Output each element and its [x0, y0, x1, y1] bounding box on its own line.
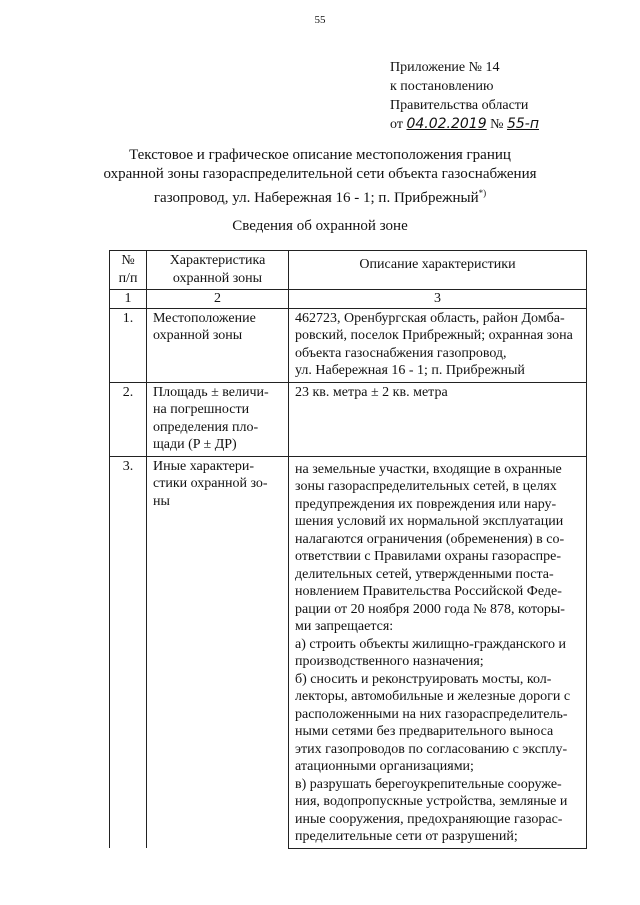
header-characteristic-line-1: Характеристика: [169, 253, 266, 268]
text-line: определения пло-: [153, 419, 259, 435]
text-line: атационными организациями;: [295, 759, 474, 774]
row-characteristic: [147, 456, 289, 848]
text-line: б) сносить и реконструировать мосты, кол-: [295, 671, 552, 687]
index-cell: 2: [147, 290, 289, 309]
text-line: 23 кв. метра ± 2 кв. метра: [295, 384, 448, 400]
appendix-line-3: Правительства области: [390, 98, 529, 113]
document-title: [60, 146, 580, 208]
index-cell: 1: [110, 290, 147, 309]
index-cell: 3: [289, 290, 587, 309]
text-line: этих газопроводов по согласованию с эксплу-: [295, 741, 568, 757]
text-line: расположенными на них газораспределитель-: [295, 706, 568, 722]
text-line: объекта газоснабжения газопровод,: [295, 345, 507, 361]
table-index-row: [110, 290, 587, 309]
text-line: ны: [153, 493, 170, 509]
text-line: в) разрушать берегоукрепительные сооруже-: [295, 776, 562, 792]
appendix-block: [390, 58, 539, 134]
header-number-line-2: п/п: [118, 270, 138, 286]
title-line-3: [60, 184, 580, 208]
text-line: Иные характери-: [153, 458, 255, 474]
text-line: щади (P ± ДP): [153, 437, 237, 452]
table-row: [110, 382, 587, 456]
row-number: 2.: [110, 382, 147, 456]
footnote-mark: *): [478, 188, 487, 198]
text-line: Площадь ± величи-: [153, 384, 269, 400]
header-number: [110, 251, 147, 290]
text-line: ния, водопропускные устройства, земляные и: [295, 794, 568, 809]
row-description: [289, 382, 587, 456]
row-number: 1.: [110, 308, 147, 382]
protected-zone-table: [109, 250, 587, 849]
title-line-3-text: газопровод, ул. Набережная 16 - 1; п. Прибрежный: [153, 190, 479, 206]
header-number-line-1: №: [121, 253, 135, 268]
text-line: новлением Правительства Российской Феде-: [295, 584, 562, 599]
title-line-2: охранной зоны газораспределительной сети объекта газоснабжения: [103, 166, 537, 182]
text-line: рации от 20 ноября 2000 года № 878, которы-: [295, 601, 565, 617]
handwritten-number: 55-п: [506, 116, 539, 132]
text-line: ными сетями без предварительного выноса: [295, 724, 554, 739]
row-description: [289, 456, 587, 848]
handwritten-date: 04.02.2019: [406, 116, 487, 132]
text-line: производственного назначения;: [295, 654, 484, 669]
text-line: охранной зоны: [153, 328, 243, 343]
text-line: зоны газораспределительных сетей, в целях: [295, 479, 557, 494]
text-line: пределительные сети от разрушений;: [295, 829, 518, 844]
title-line-1: Текстовое и графическое описание местоположения границ: [129, 147, 511, 163]
appendix-date-line: [390, 115, 539, 134]
text-line: налагаются ограничения (обременения) в со-: [295, 531, 565, 547]
text-line: лекторы, автомобильные и железные дороги с: [295, 689, 571, 704]
text-line: 462723, Оренбургская область, район Домба-: [295, 310, 565, 326]
text-line: делительных сетей, утвержденными поста-: [295, 566, 554, 582]
text-line: а) строить объекты жилищно-гражданского и: [295, 636, 566, 652]
table-row: [110, 308, 587, 382]
header-characteristic: [147, 251, 289, 290]
row-number: 3.: [110, 456, 147, 848]
text-line: предупреждения их повреждения или нару-: [295, 496, 557, 512]
appendix-line-2: к постановлению: [390, 79, 494, 94]
table-row: [110, 456, 587, 848]
text-line: Местоположение: [153, 310, 256, 326]
text-line: на погрешности: [153, 402, 250, 417]
text-line: ми запрещается:: [295, 619, 394, 634]
text-line: ответствии с Правилами охраны газораспре-: [295, 549, 562, 564]
date-prefix: от: [390, 117, 403, 132]
text-line: на земельные участки, входящие в охранные: [295, 461, 562, 477]
text-line: шения условий их нормальной эксплуатации: [295, 514, 564, 529]
section-subtitle: Сведения об охранной зоне: [232, 218, 408, 234]
header-description: Описание характеристики: [289, 251, 587, 290]
text-line: ровский, поселок Прибрежный; охранная зона: [295, 328, 573, 343]
row-description: [289, 308, 587, 382]
row-characteristic: [147, 382, 289, 456]
page-number: 55: [314, 14, 326, 26]
table-header-row: [110, 251, 587, 290]
text-line: ул. Набережная 16 - 1; п. Прибрежный: [295, 363, 525, 378]
row-characteristic: [147, 308, 289, 382]
header-characteristic-line-2: охранной зоны: [172, 270, 263, 286]
appendix-line-1: Приложение № 14: [390, 60, 500, 75]
text-line: иные сооружения, предохраняющие газорас-: [295, 811, 563, 827]
number-sign: №: [490, 117, 504, 132]
text-line: стики охранной зо-: [153, 476, 268, 491]
